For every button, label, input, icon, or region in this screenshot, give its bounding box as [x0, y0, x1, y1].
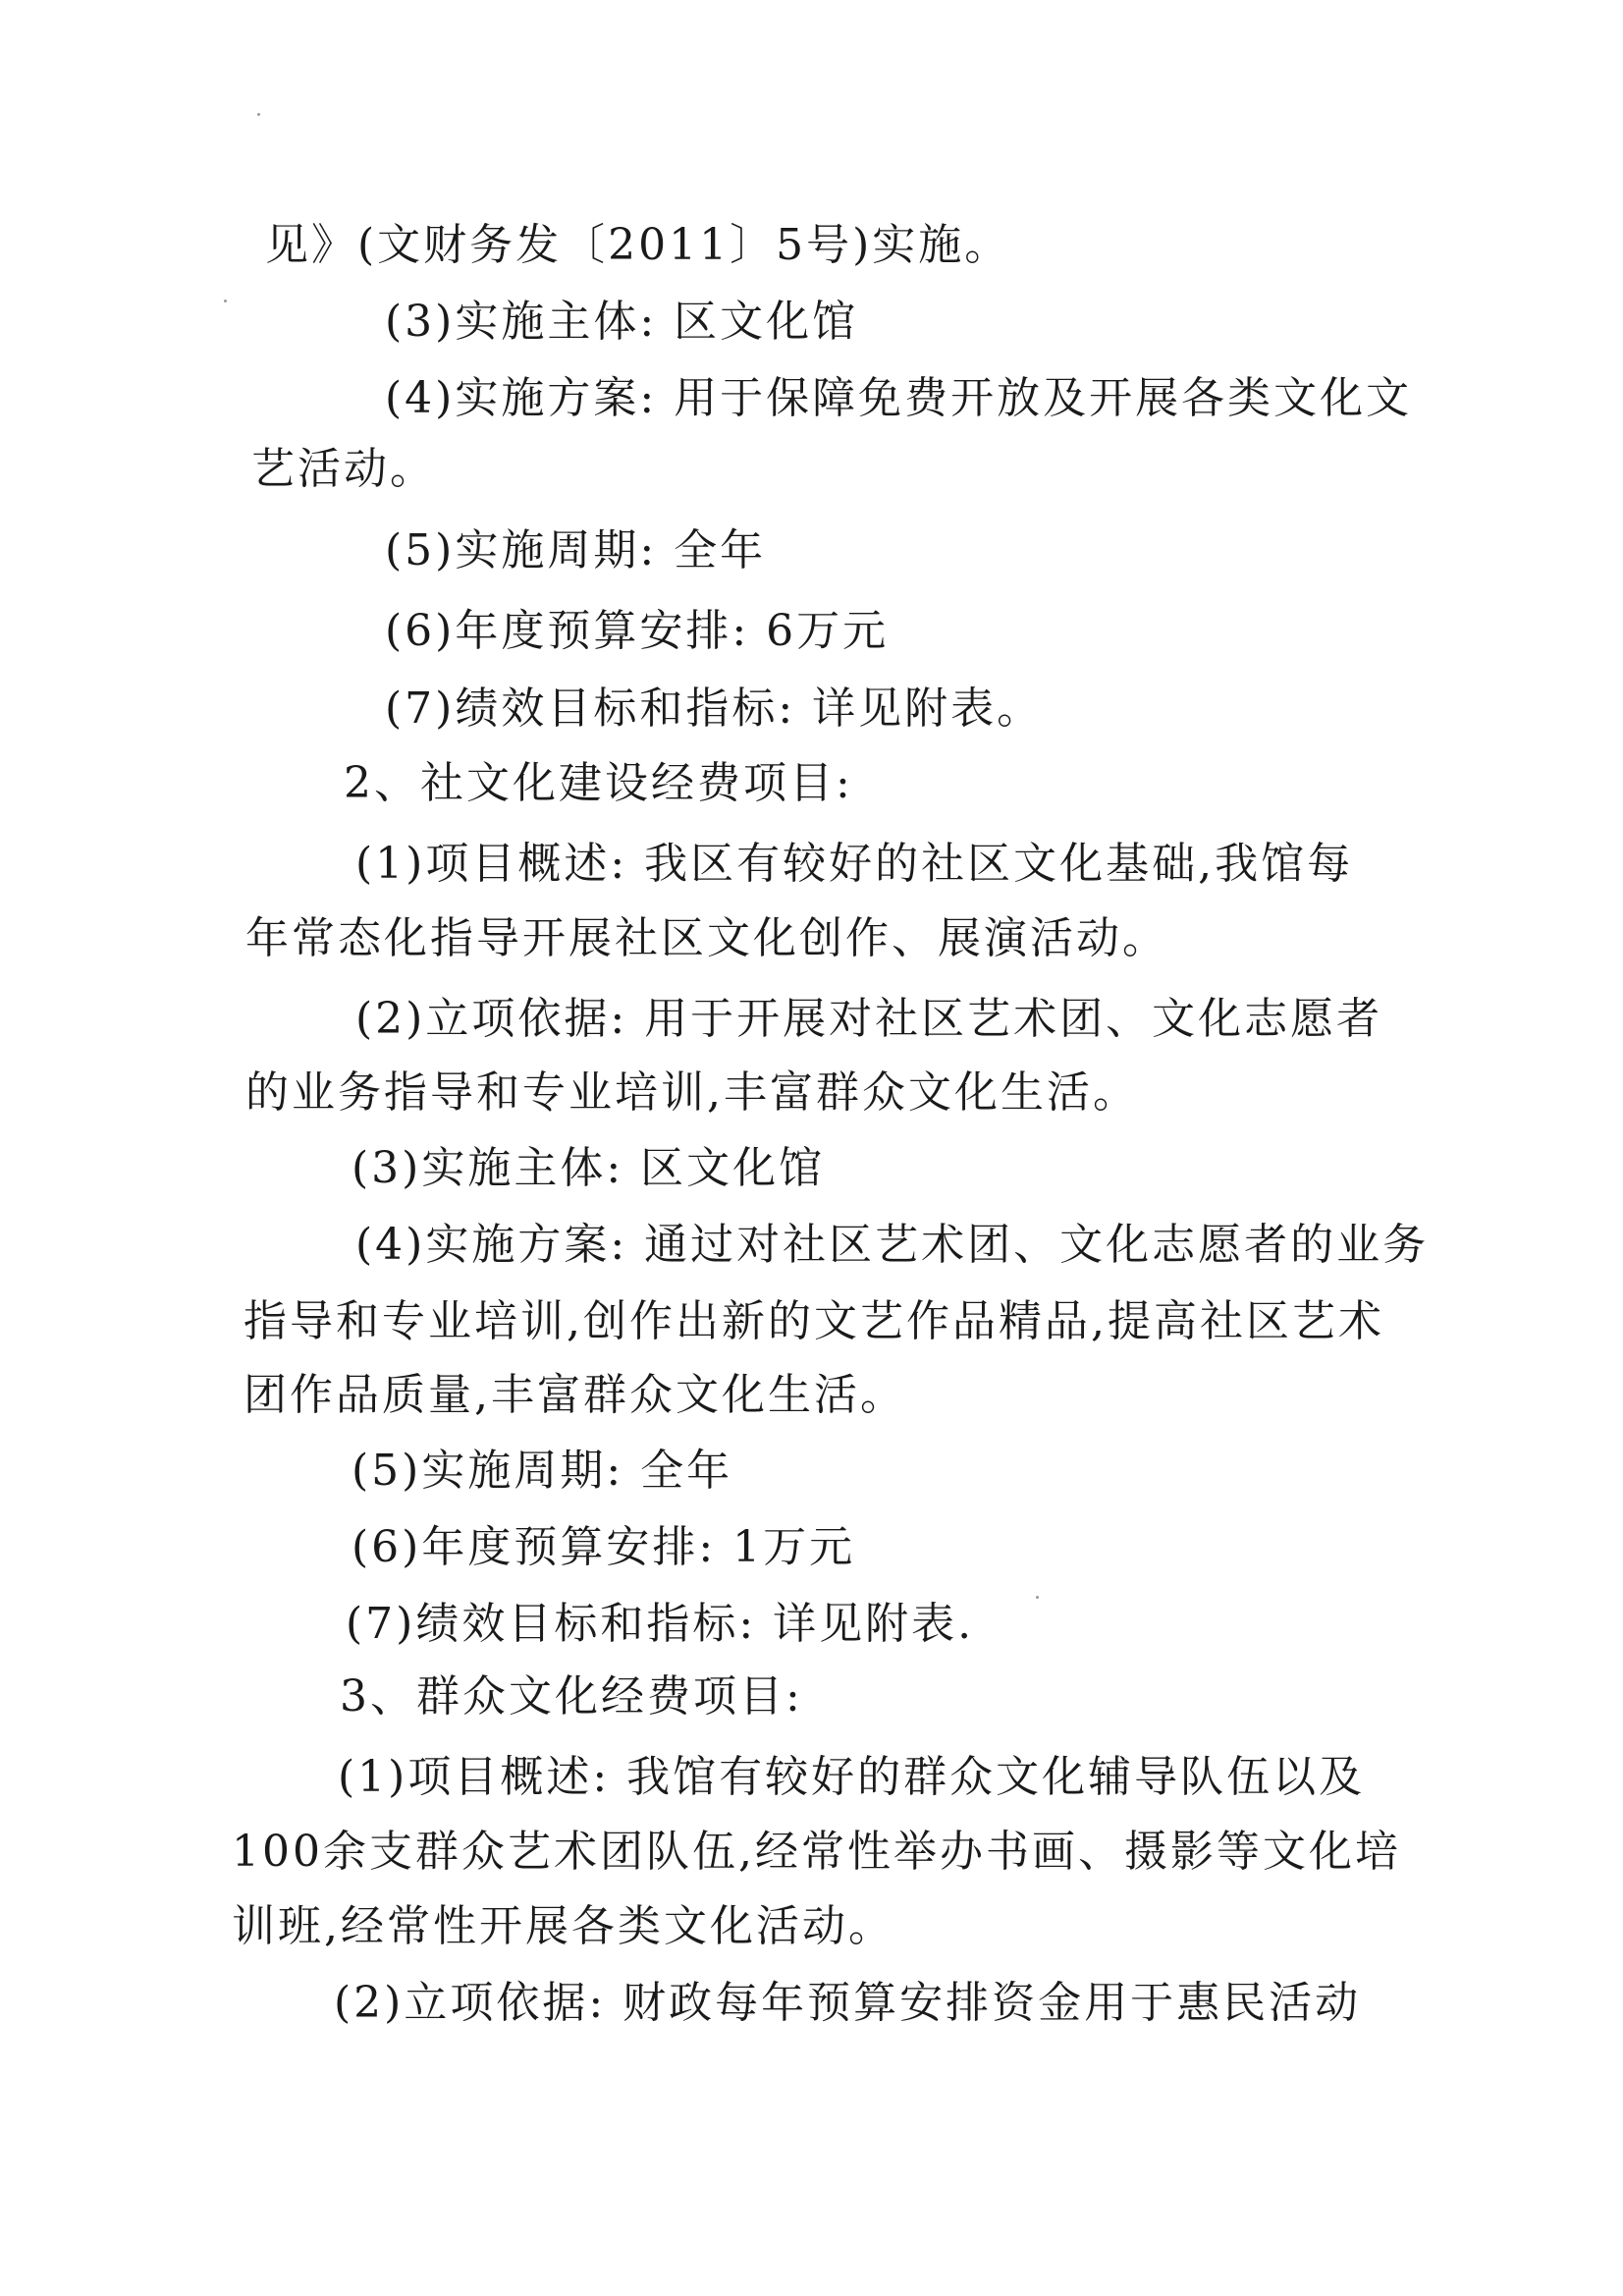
body-text-line: 艺活动。	[251, 444, 436, 494]
body-text-line: (5)实施周期: 全年	[352, 1446, 733, 1496]
body-text-line: (4)实施方案: 通过对社区艺术团、文化志愿者的业务	[355, 1220, 1430, 1270]
section-heading: 3、群众文化经费项目:	[340, 1671, 803, 1722]
body-text-line: (2)立项依据: 财政每年预算安排资金用于惠民活动	[334, 1978, 1362, 2028]
body-text-line: (3)实施主体: 区文化馆	[352, 1143, 826, 1193]
body-text-line: (5)实施周期: 全年	[385, 525, 767, 575]
body-text-line: 团作品质量,丰富群众文化生活。	[243, 1370, 906, 1420]
body-text-line: (4)实施方案: 用于保障免费开放及开展各类文化文	[385, 373, 1413, 423]
body-text-line: 训班,经常性开展各类文化活动。	[232, 1901, 894, 1951]
body-text-line: (1)项目概述: 我馆有较好的群众文化辅导队伍以及	[338, 1752, 1366, 1802]
body-text-line: 的业务指导和专业培训,丰富群众文化生活。	[245, 1067, 1139, 1118]
body-text-line: (2)立项依据: 用于开展对社区艺术团、文化志愿者	[355, 994, 1383, 1044]
body-text-line: (1)项目概述: 我区有较好的社区文化基础,我馆每	[355, 839, 1354, 889]
scan-speck	[257, 113, 260, 116]
body-text-line: 指导和专业培训,创作出新的文艺作品精品,提高社区艺术	[243, 1296, 1384, 1346]
body-text-line: (6)年度预算安排: 1万元	[352, 1522, 856, 1572]
scan-speck	[224, 300, 227, 302]
scan-speck	[1036, 1596, 1039, 1599]
body-text-line: 见》(文财务发〔2011〕5号)实施。	[265, 220, 1011, 270]
body-text-line: (7)绩效目标和指标: 详见附表。	[385, 683, 1044, 734]
section-heading: 2、社文化建设经费项目:	[344, 758, 853, 808]
body-text-line: (3)实施主体: 区文化馆	[385, 297, 859, 347]
body-text-line: (7)绩效目标和指标: 详见附表.	[346, 1599, 975, 1649]
body-text-line: (6)年度预算安排: 6万元	[385, 606, 890, 656]
body-text-line: 100余支群众艺术团队伍,经常性举办书画、摄影等文化培	[232, 1827, 1401, 1877]
body-text-line: 年常态化指导开展社区文化创作、展演活动。	[245, 913, 1168, 963]
